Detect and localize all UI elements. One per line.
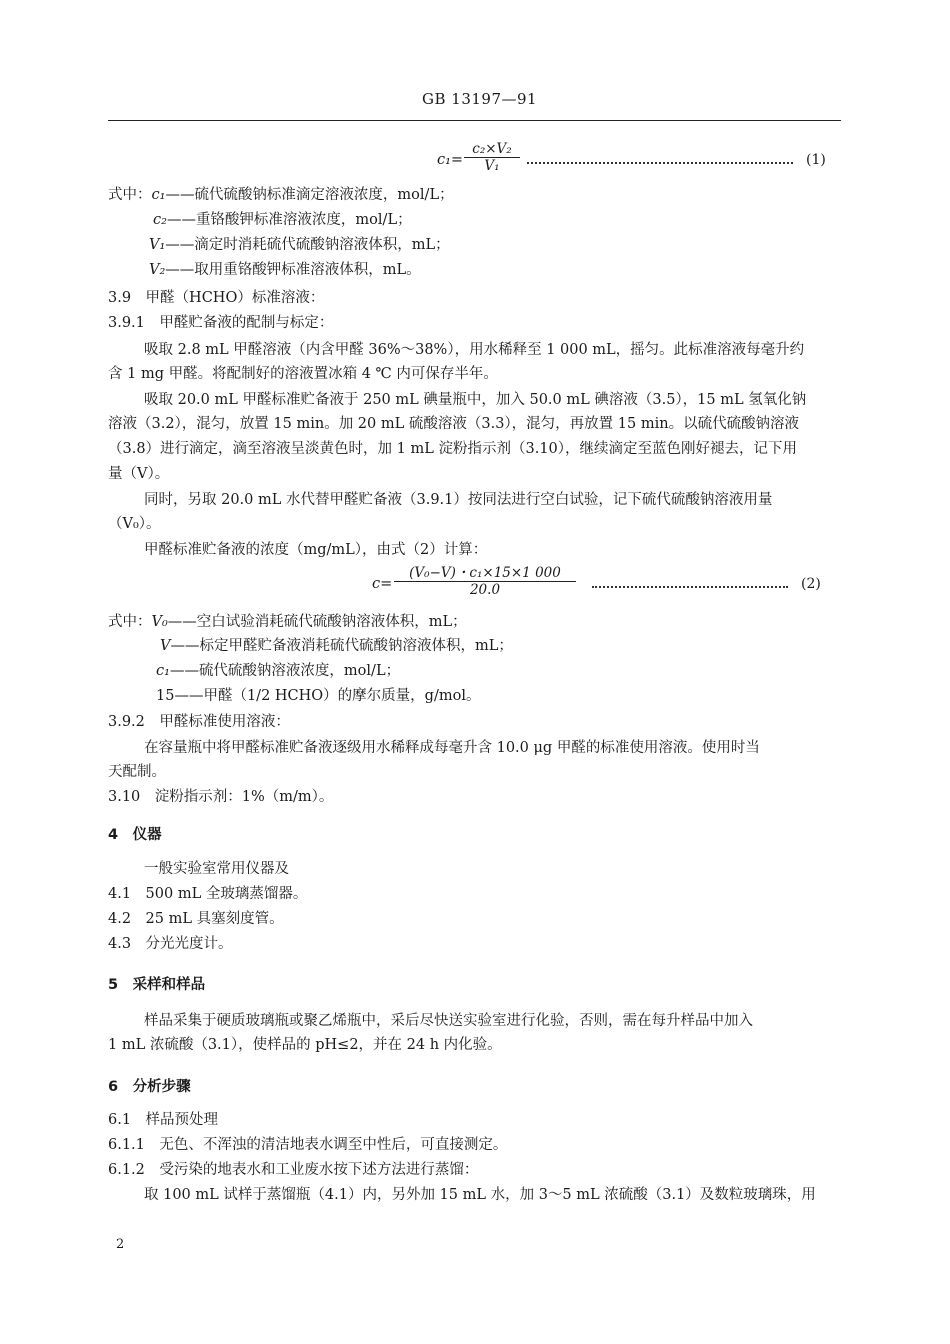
page-header-standard: GB 13197—91 — [422, 90, 538, 108]
where2-row — [156, 686, 480, 706]
paragraph-line: 取 100 mL 试样于蒸馏瓶（4.1）内，另外加 15 mL 水，加 3～5 mL 浓硫酸（3.1）及数粒玻璃珠，用 — [144, 1187, 816, 1203]
header-rule — [108, 120, 841, 121]
where2-row — [156, 661, 400, 681]
eq1-leader-dots — [527, 160, 793, 164]
eq1-fraction — [464, 141, 520, 174]
where-desc: ——甲醛（1/2 HCHO）的摩尔质量，g/mol。 — [174, 688, 481, 704]
eq2-fraction — [394, 565, 576, 598]
eq1-lhs: c₁= — [437, 152, 464, 168]
paragraph-line: 吸取 20.0 mL 甲醛标准贮备液于 250 mL 碘量瓶中，加入 50.0 mL 碘溶液（3.5），15 mL 氢氧化钠 — [144, 392, 807, 408]
where2-row — [160, 636, 513, 656]
section-3-10: 3.10 淀粉指示剂：1%（m/m）。 — [108, 789, 334, 805]
eq1-number: (1) — [806, 152, 826, 168]
paragraph-line: 甲醛标准贮备液的浓度（mg/mL），由式（2）计算： — [144, 542, 488, 558]
paragraph-line: 吸取 2.8 mL 甲醛溶液（内含甲醛 36%～38%），用水稀释至 1 000 mL，摇匀。此标准溶液每毫升约 — [144, 342, 805, 358]
paragraph-line: （3.8）进行滴定，滴至溶液呈淡黄色时，加 1 mL 淀粉指示剂（3.10），继续滴定至蓝色刚好褪去，记下用 — [108, 441, 798, 457]
eq1-denominator: V₁ — [484, 158, 500, 174]
where-symbol: c₁ — [156, 663, 170, 679]
where-desc: ——标定甲醛贮备液消耗硫代硫酸钠溶液体积，mL； — [170, 638, 513, 654]
section-5-title: 5 采样和样品 — [108, 977, 206, 993]
where-prefix: 式中： — [108, 187, 152, 203]
eq2-number: (2) — [801, 576, 821, 592]
where-symbol: V₂ — [149, 262, 166, 278]
section-3-9: 3.9 甲醛（HCHO）标准溶液： — [108, 290, 325, 306]
section-4-item: 4.1 500 mL 全玻璃蒸馏器。 — [108, 886, 308, 902]
where-symbol: V₁ — [149, 237, 166, 253]
section-3-9-2: 3.9.2 甲醛标准使用溶液： — [108, 714, 290, 730]
paragraph-line: 溶液（3.2），混匀，放置 15 min。加 20 mL 硫酸溶液（3.3），混匀，再放置 15 min。以硫代硫酸钠溶液 — [108, 416, 800, 432]
paragraph-line: （V₀）。 — [108, 516, 161, 532]
paragraph-line: 1 mL 浓硫酸（3.1），使样品的 pH≤2，并在 24 h 内化验。 — [108, 1037, 502, 1053]
where1-row — [153, 210, 412, 230]
where-desc: ——滴定时消耗硫代硫酸钠溶液体积，mL； — [165, 237, 450, 253]
paragraph-line: 同时，另取 20.0 mL 水代替甲醛贮备液（3.9.1）按同法进行空白试验，记下硫代硫酸钠溶液用量 — [144, 492, 773, 508]
where-symbol: 15 — [156, 688, 175, 704]
eq1-numerator: c₂×V₂ — [464, 141, 520, 158]
where1-row — [108, 185, 454, 205]
eq2-lhs: c= — [372, 576, 393, 592]
section-6-1-1: 6.1.1 无色、不浑浊的清洁地表水调至中性后，可直接测定。 — [108, 1137, 508, 1153]
paragraph-line: 在容量瓶中将甲醛标准贮备液逐级用水稀释成每毫升含 10.0 μg 甲醛的标准使用溶液。使用时当 — [144, 740, 760, 756]
eq2-denominator: 20.0 — [469, 582, 501, 598]
where-symbol: c₁ — [151, 187, 166, 203]
where-desc: ——重铬酸钾标准溶液浓度，mol/L； — [166, 212, 412, 228]
eq2-numerator: (V₀−V)・c₁×15×1 000 — [394, 565, 576, 582]
where-prefix: 式中： — [108, 614, 152, 630]
where-symbol: c₂ — [153, 212, 167, 228]
paragraph-line: 样品采集于硬质玻璃瓶或聚乙烯瓶中，采后尽快送实验室进行化验，否则，需在每升样品中加入 — [144, 1013, 753, 1029]
paragraph-line: 量（V）。 — [108, 466, 170, 482]
section-4-intro: 一般实验室常用仪器及 — [144, 861, 289, 877]
section-4-item: 4.3 分光光度计。 — [108, 936, 233, 952]
section-4-item: 4.2 25 mL 具塞刻度管。 — [108, 911, 284, 927]
paragraph-line: 含 1 mg 甲醛。将配制好的溶液置冰箱 4 ℃ 内可保存半年。 — [108, 366, 498, 382]
where-desc: ——空白试验消耗硫代硫酸钠溶液体积，mL； — [167, 614, 467, 630]
paragraph-line: 天配制。 — [108, 764, 166, 780]
section-4-title: 4 仪器 — [108, 827, 162, 843]
section-6-1: 6.1 样品预处理 — [108, 1112, 219, 1128]
where-desc: ——取用重铬酸钾标准溶液体积，mL。 — [165, 262, 421, 278]
section-3-9-1: 3.9.1 甲醛贮备液的配制与标定： — [108, 315, 334, 331]
where1-row — [149, 260, 421, 280]
where2-row — [108, 612, 467, 632]
where-desc: ——硫代硫酸钠溶液浓度，mol/L； — [169, 663, 401, 679]
where-desc: ——硫代硫酸钠标准滴定溶液浓度，mol/L； — [165, 187, 454, 203]
eq2-leader-dots — [592, 584, 788, 588]
where1-row — [149, 235, 450, 255]
page-number: 2 — [116, 1237, 125, 1252]
where-symbol: V — [160, 638, 171, 654]
where-symbol: V₀ — [151, 614, 168, 630]
section-6-title: 6 分析步骤 — [108, 1079, 191, 1095]
section-6-1-2: 6.1.2 受污染的地表水和工业废水按下述方法进行蒸馏： — [108, 1162, 479, 1178]
